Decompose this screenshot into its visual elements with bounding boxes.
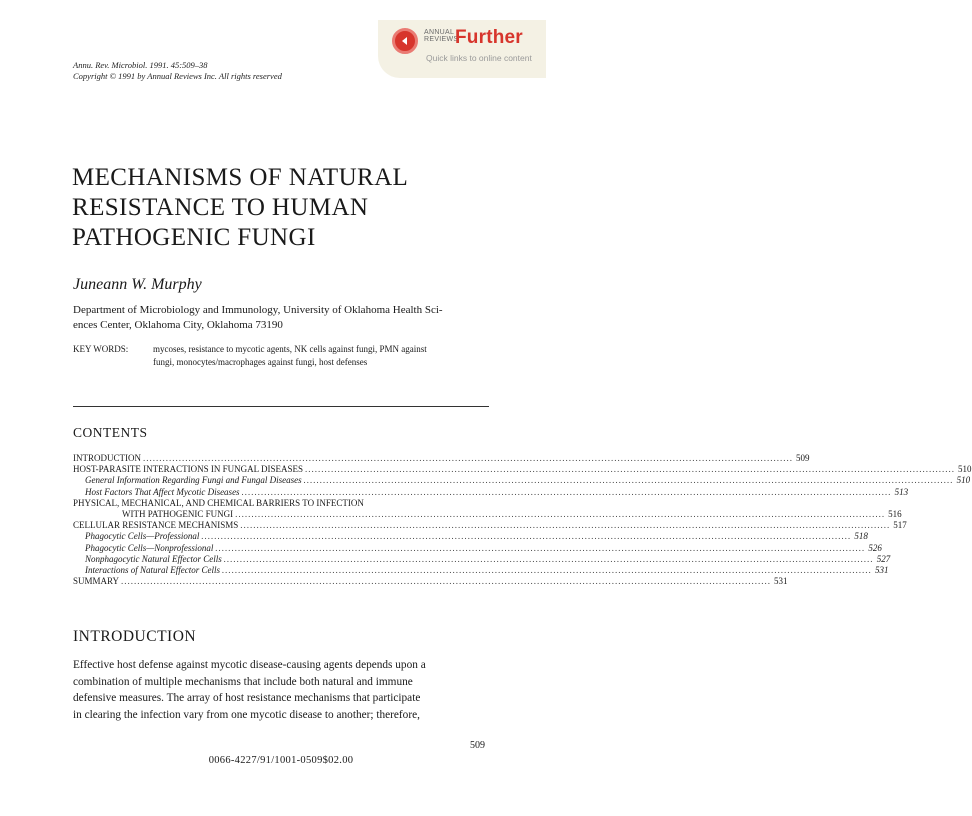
paragraph-line: defensive measures. The array of host resistance mechanisms that participate [73, 692, 421, 704]
paragraph-line: Effective host defense against mycotic disease-causing agents depends upon a [73, 659, 426, 671]
affiliation-line: ences Center, Oklahoma City, Oklahoma 73190 [73, 319, 283, 331]
title-line: RESISTANCE TO HUMAN [72, 194, 369, 221]
table-of-contents [73, 453, 972, 587]
issn-code: 0066-4227/91/1001-0509$02.00 [208, 755, 354, 766]
toc-leader-dots: ........................................................................................................................................................................................................ [303, 475, 954, 486]
journal-citation [73, 60, 282, 82]
toc-leader-dots: ........................................................................................................................................................................................................ [143, 453, 793, 463]
toc-item[interactable] [73, 475, 971, 486]
toc-leader-dots: ........................................................................................................................................................................................................ [235, 508, 886, 519]
toc-item[interactable] [73, 453, 810, 464]
toc-leader-dots: ........................................................................................................................................................................................................ [121, 576, 772, 587]
toc-item-label: General Information Regarding Fungi and Fungal Diseases [85, 475, 302, 486]
paragraph-line: in clearing the infection vary from one mycotic disease to another; therefore, [73, 708, 420, 721]
banner-tagline: Quick links to online content [426, 53, 532, 63]
toc-leader-dots: ........................................................................................................................................................................................................ [240, 520, 891, 531]
toc-item-page: 531 [774, 576, 788, 587]
toc-item-label: WITH PATHOGENIC FUNGI [122, 508, 234, 519]
toc-item[interactable] [73, 576, 788, 587]
toc-item[interactable] [73, 531, 868, 542]
toc-item-page: 510 [958, 464, 972, 475]
title-line: MECHANISMS OF NATURAL [72, 164, 409, 191]
toc-item-label: Nonphagocytic Natural Effector Cells [85, 553, 222, 564]
toc-item[interactable] [73, 464, 972, 475]
toc-item[interactable] [73, 508, 902, 520]
toc-item[interactable] [73, 486, 909, 498]
toc-leader-dots: ........................................................................................................................................................................................................ [223, 553, 874, 564]
keywords-label: KEY WORDS: [73, 344, 129, 354]
toc-leader-dots: ........................................................................................................................................................................................................ [241, 486, 892, 497]
toc-item-label: HOST-PARASITE INTERACTIONS IN FUNGAL DISEASES [73, 464, 304, 475]
introduction-paragraph [73, 657, 493, 723]
toc-item-page: 517 [893, 520, 907, 531]
toc-item-label: CELLULAR RESISTANCE MECHANISMS [73, 520, 239, 531]
citation-line: Annu. Rev. Microbiol. 1991. 45:509–38 [73, 60, 208, 70]
toc-item-label: SUMMARY [73, 576, 120, 587]
annual-reviews-further-banner[interactable] [378, 20, 546, 78]
article-title [72, 163, 492, 253]
toc-item[interactable] [73, 553, 891, 565]
toc-item[interactable] [73, 564, 889, 576]
toc-leader-dots: ........................................................................................................................................................................................................ [201, 531, 852, 542]
section-divider [73, 406, 489, 407]
toc-item-page: 531 [875, 564, 889, 575]
toc-leader-dots: ........................................................................................................................................................................................................ [215, 542, 866, 553]
toc-leader-dots: ........................................................................................................................................................................................................ [305, 464, 956, 475]
toc-item[interactable] [73, 542, 882, 554]
toc-item-label: Interactions of Natural Effector Cells [85, 564, 220, 575]
page-number: 509 [470, 740, 485, 751]
toc-item-label: PHYSICAL, MECHANICAL, AND CHEMICAL BARRIERS TO INFECTION [73, 497, 364, 508]
keywords-line: mycoses, resistance to mycotic agents, NK cells against fungi, PMN against [153, 344, 427, 354]
copyright-line: Copyright © 1991 by Annual Reviews Inc. All rights reserved [73, 71, 282, 81]
affiliation-line: Department of Microbiology and Immunology, University of Oklahoma Health Sci- [73, 304, 443, 316]
paragraph-line: combination of multiple mechanisms that include both natural and immune [73, 675, 413, 688]
toc-item[interactable] [73, 498, 491, 509]
toc-item-label: INTRODUCTION [73, 453, 141, 463]
toc-item-label: Host Factors That Affect Mycotic Diseases [85, 486, 240, 497]
toc-item-page: 527 [876, 553, 891, 564]
author-name: Juneann W. Murphy [73, 276, 202, 293]
toc-item-label: Phagocytic Cells—Professional [85, 531, 200, 542]
toc-item-page: 516 [888, 508, 902, 519]
title-line: PATHOGENIC FUNGI [72, 224, 316, 251]
toc-item-page: 509 [796, 453, 810, 463]
toc-item-page: 518 [854, 531, 868, 542]
banner-further-label: Further [455, 27, 523, 48]
toc-item[interactable] [73, 520, 907, 531]
toc-item-page: 526 [868, 542, 882, 553]
keywords-line: fungi, monocytes/macrophages against fungi, host defenses [153, 356, 368, 367]
toc-item-page: 510 [956, 475, 971, 486]
introduction-heading: INTRODUCTION [73, 628, 197, 645]
keywords-list [153, 343, 495, 368]
banner-annual-reviews-label: ANNUAL REVIEWS [424, 29, 459, 43]
toc-item-label: Phagocytic Cells—Nonprofessional [85, 542, 214, 553]
play-back-icon [392, 28, 418, 54]
toc-leader-dots: ........................................................................................................................................................................................................ [222, 564, 872, 575]
contents-heading: CONTENTS [73, 425, 148, 440]
toc-item-page: 513 [894, 486, 909, 497]
author-affiliation [73, 303, 495, 333]
